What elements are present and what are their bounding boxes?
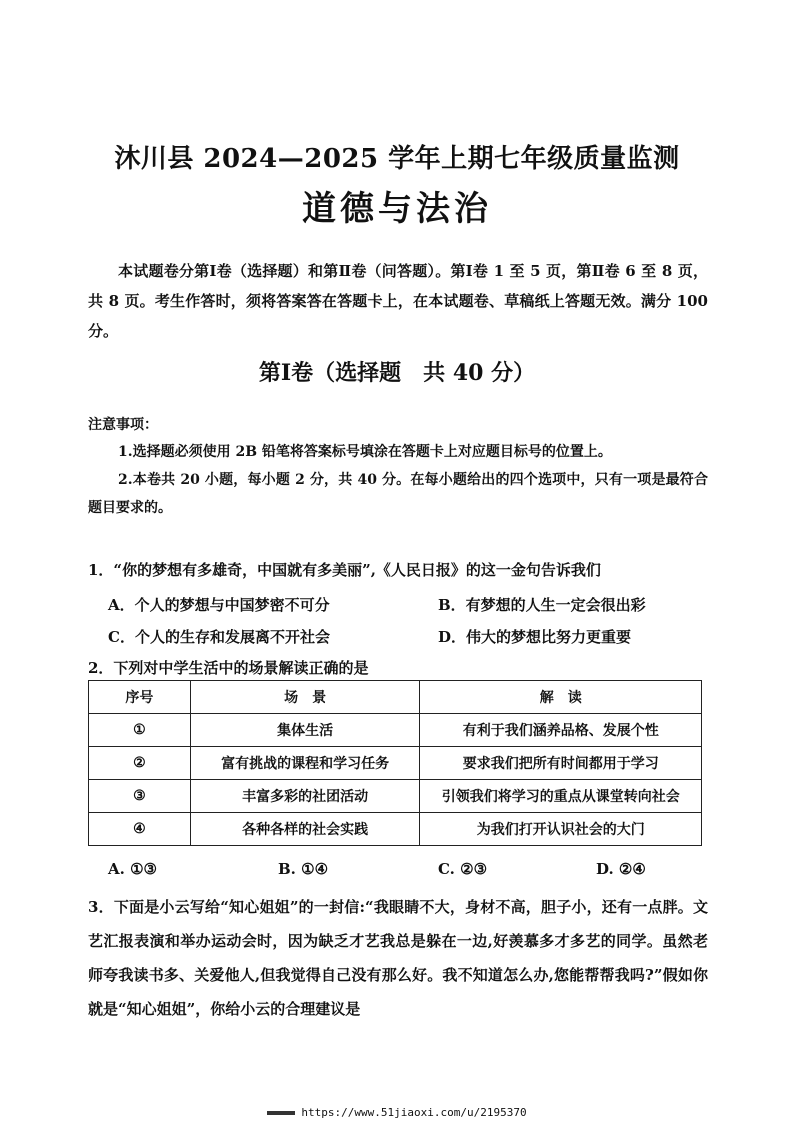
notice-item-2: 2.本卷共 20 小题，每小题 2 分，共 40 分。在每小题给出的四个选项中，只有一项是最符合题目要求的。 (88, 472, 708, 516)
section-heading: 第Ⅰ卷（选择题 共 40 分） (258, 360, 536, 386)
question-1-option-b: B．有梦想的人生一定会很出彩 (438, 596, 646, 614)
exam-title: 沐川县 2024—2025 学年上期七年级质量监测 (114, 144, 680, 174)
table-cell: ③ (89, 780, 191, 813)
table-cell: 集体生活 (190, 714, 420, 747)
question-1-option-d: D．伟大的梦想比努力更重要 (438, 628, 632, 646)
table-cell: ④ (89, 813, 191, 846)
subject-title: 道德与法治 (302, 189, 492, 229)
table-cell: 丰富多彩的社团活动 (190, 780, 420, 813)
watermark-mark (267, 1111, 295, 1115)
table-cell: ① (89, 714, 191, 747)
scene-table (88, 680, 702, 846)
question-1-option-c: C．个人的生存和发展离不开社会 (108, 628, 330, 646)
question-1-stem: 1．“你的梦想有多雄奇，中国就有多美丽”,《人民日报》的这一金句告诉我们 (88, 561, 601, 579)
table-row (89, 780, 702, 813)
question-1-option-a: A．个人的梦想与中国梦密不可分 (108, 596, 330, 614)
table-row (89, 714, 702, 747)
question-3-stem: 3．下面是小云写给“知心姐姐”的一封信:“我眼睛不大，身材不高，胆子小，还有一点胖。文艺汇报表演和举办运动会时，因为缺乏才艺我总是躲在一边,好羡慕多才多艺的同学。虽然老师夸我读书多、关爱他人,但我觉得自己没有那么好。我不知道怎么办,您能帮帮我吗?”假如你就是“知心姐姐”，你给小云的合理建议是 (88, 898, 708, 1018)
table-cell: 要求我们把所有时间都用于学习 (420, 747, 702, 780)
table-cell: 各种各样的社会实践 (190, 813, 420, 846)
table-header: 解 读 (420, 681, 702, 714)
table-header-row (89, 681, 702, 714)
notice-item-1: 1.选择题必须使用 2B 铅笔将答案标号填涂在答题卡上对应题目标号的位置上。 (118, 444, 612, 460)
table-row (89, 813, 702, 846)
table-cell: 引领我们将学习的重点从课堂转向社会 (420, 780, 702, 813)
table-cell: 富有挑战的课程和学习任务 (190, 747, 420, 780)
table-row (89, 747, 702, 780)
table-cell: 有利于我们涵养品格、发展个性 (420, 714, 702, 747)
question-2-option-b: B. ①④ (278, 860, 329, 878)
question-2-option-a: A. ①③ (108, 860, 157, 878)
table-cell: ② (89, 747, 191, 780)
notice-heading: 注意事项： (88, 417, 158, 433)
footer-url: https://www.51jiaoxi.com/u/2195370 (301, 1106, 527, 1119)
table-cell: 为我们打开认识社会的大门 (420, 813, 702, 846)
table-header: 序号 (89, 681, 191, 714)
exam-instructions: 本试题卷分第Ⅰ卷（选择题）和第Ⅱ卷（问答题）。第Ⅰ卷 1 至 5 页，第Ⅱ卷 6 至 8 页，共 8 页。考生作答时，须将答案答在答题卡上，在本试题卷、草稿纸上答题无效。满分 100 分。 (88, 262, 708, 340)
question-2-stem: 2．下列对中学生活中的场景解读正确的是 (88, 659, 369, 677)
table-header: 场 景 (190, 681, 420, 714)
footer (0, 1106, 794, 1119)
question-2-option-d: D. ②④ (596, 860, 646, 878)
question-2-option-c: C. ②③ (438, 860, 488, 878)
